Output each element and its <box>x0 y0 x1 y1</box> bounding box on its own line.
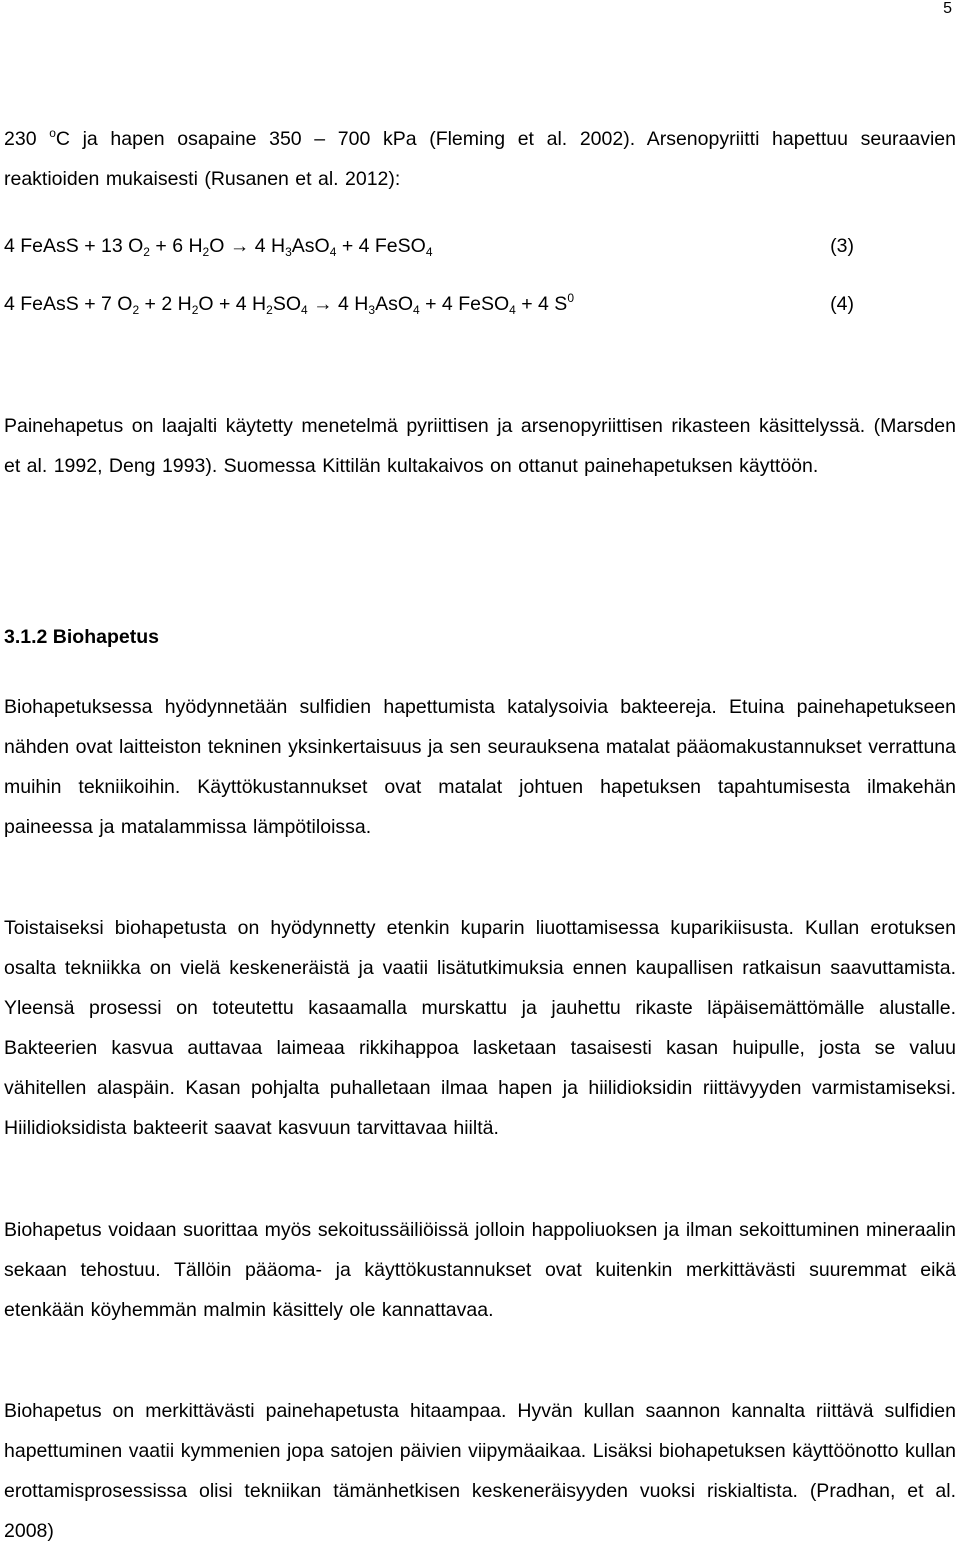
intro-text-start: 230 <box>4 128 50 150</box>
equation-number: (4) <box>830 293 854 315</box>
paragraph-biohapetus-hidas: Biohapetus on merkittävästi painehapetusta hitaampaa. Hyvän kullan saannon kannalta riittävä sulfidien hapettuminen vaatii kymmenien jopa satojen päivien viipymäaikaa. Lisäksi biohapetuksen käyttöönotto kullan erottamisprosessissa olisi tekniikan tämänhetkisen keskeneräisyyden vuoksi riskialtista. (Pradhan, et al. 2008) <box>4 1400 956 1542</box>
page-number: 5 <box>943 0 952 17</box>
eq4-part: + 4 S <box>515 293 568 315</box>
equation-3 <box>4 231 854 261</box>
eq4-sub: 4 <box>509 303 516 317</box>
eq3-part: AsO <box>291 235 330 257</box>
eq3-sub: 2 <box>143 245 150 259</box>
eq4-sup: 0 <box>567 291 574 305</box>
paragraph-biohapetus-intro: Biohapetuksessa hyödynnetään sulfidien hapettumista katalysoivia bakteereja. Etuina painehapetukseen nähden ovat laitteiston tekninen yksinkertaisuus ja sen seurauksena matalat pääomakustannukset verrattuna muihin tekniikoihin. Käyttökustannukset ovat matalat johtuen hapetuksen tapahtumisesta ilmakehän paineessa ja matalammissa lämpötiloissa. <box>4 696 956 838</box>
eq4-part: AsO <box>375 293 414 315</box>
paragraph-painehapetus: Painehapetus on laajalti käytetty menetelmä pyriittisen ja arsenopyriittisen rikasteen käsittelyssä. (Marsden et al. 1992, Deng 1993). Suomessa Kittilän kultakaivos on ottanut painehapetuksen käyttöön. <box>4 415 956 477</box>
eq4-part: O + 4 H <box>198 293 267 315</box>
equation-number: (3) <box>830 235 854 257</box>
eq3-part: O → 4 H <box>209 235 286 257</box>
eq3-part: + 6 H <box>149 235 203 257</box>
eq4-part: + 4 FeSO <box>419 293 510 315</box>
eq4-part: → 4 H <box>307 293 369 315</box>
eq4-sub: 2 <box>191 303 199 317</box>
eq4-part: SO <box>272 293 302 315</box>
eq4-sub: 4 <box>413 303 420 317</box>
intro-paragraph <box>4 119 956 199</box>
eq3-sub: 4 <box>425 245 433 259</box>
eq4-sub: 2 <box>266 303 273 317</box>
eq4-sub: 3 <box>368 303 376 317</box>
degree-sign: o <box>49 126 56 140</box>
intro-text-rest: C ja hapen osapaine 350 – 700 kPa (Fleming et al. 2002). Arsenopyriitti hapettuu seuraavien reaktioiden mukaisesti (Rusanen et al. 2012): <box>4 128 956 190</box>
eq3-sub: 3 <box>285 245 292 259</box>
eq3-part: + 4 FeSO <box>336 235 426 257</box>
eq4-sub: 4 <box>301 303 308 317</box>
equation-4 <box>4 289 854 319</box>
section-heading: 3.1.2 Biohapetus <box>4 626 159 648</box>
paragraph-biohapetus-kasa: Toistaiseksi biohapetusta on hyödynnetty etenkin kuparin liuottamisessa kuparikiisusta. Kullan erotuksen osalta tekniikka on vielä keskeneräistä ja vaatii lisätutkimuksia ennen kaupallisen ratkaisun saavuttamista. Yleensä prosessi on toteutettu kasaamalla murskattu ja jauhettu rikaste läpäisemättömälle alustalle. Bakteerien kasvua auttavaa laimeaa rikkihappoa lasketaan tasaisesti kasan huipulle, josta se valuu vähitellen alaspäin. Kasan pohjalta puhalletaan ilmaa hapen ja hiilidioksidin riittävyyden varmistamiseksi. Hiilidioksidista bakteerit saavat kasvuun tarvittavaa hiiltä. <box>4 917 956 1139</box>
eq4-sub: 2 <box>132 303 140 317</box>
eq3-sub: 4 <box>329 245 337 259</box>
paragraph-biohapetus-sekoitus: Biohapetus voidaan suorittaa myös sekoitussäiliöissä jolloin happoliuoksen ja ilman sekoittuminen mineraalin sekaan tehostuu. Tällöin pääoma- ja käyttökustannukset ovat kuitenkin merkittävästi suuremmat eikä etenkään köyhemmän malmin käsittely ole kannattavaa. <box>4 1219 956 1321</box>
eq4-part: 4 FeAsS + 7 O <box>4 293 133 315</box>
eq3-part: 4 FeAsS + 13 O <box>4 235 144 257</box>
eq4-part: + 2 H <box>139 293 192 315</box>
eq3-sub: 2 <box>202 245 210 259</box>
